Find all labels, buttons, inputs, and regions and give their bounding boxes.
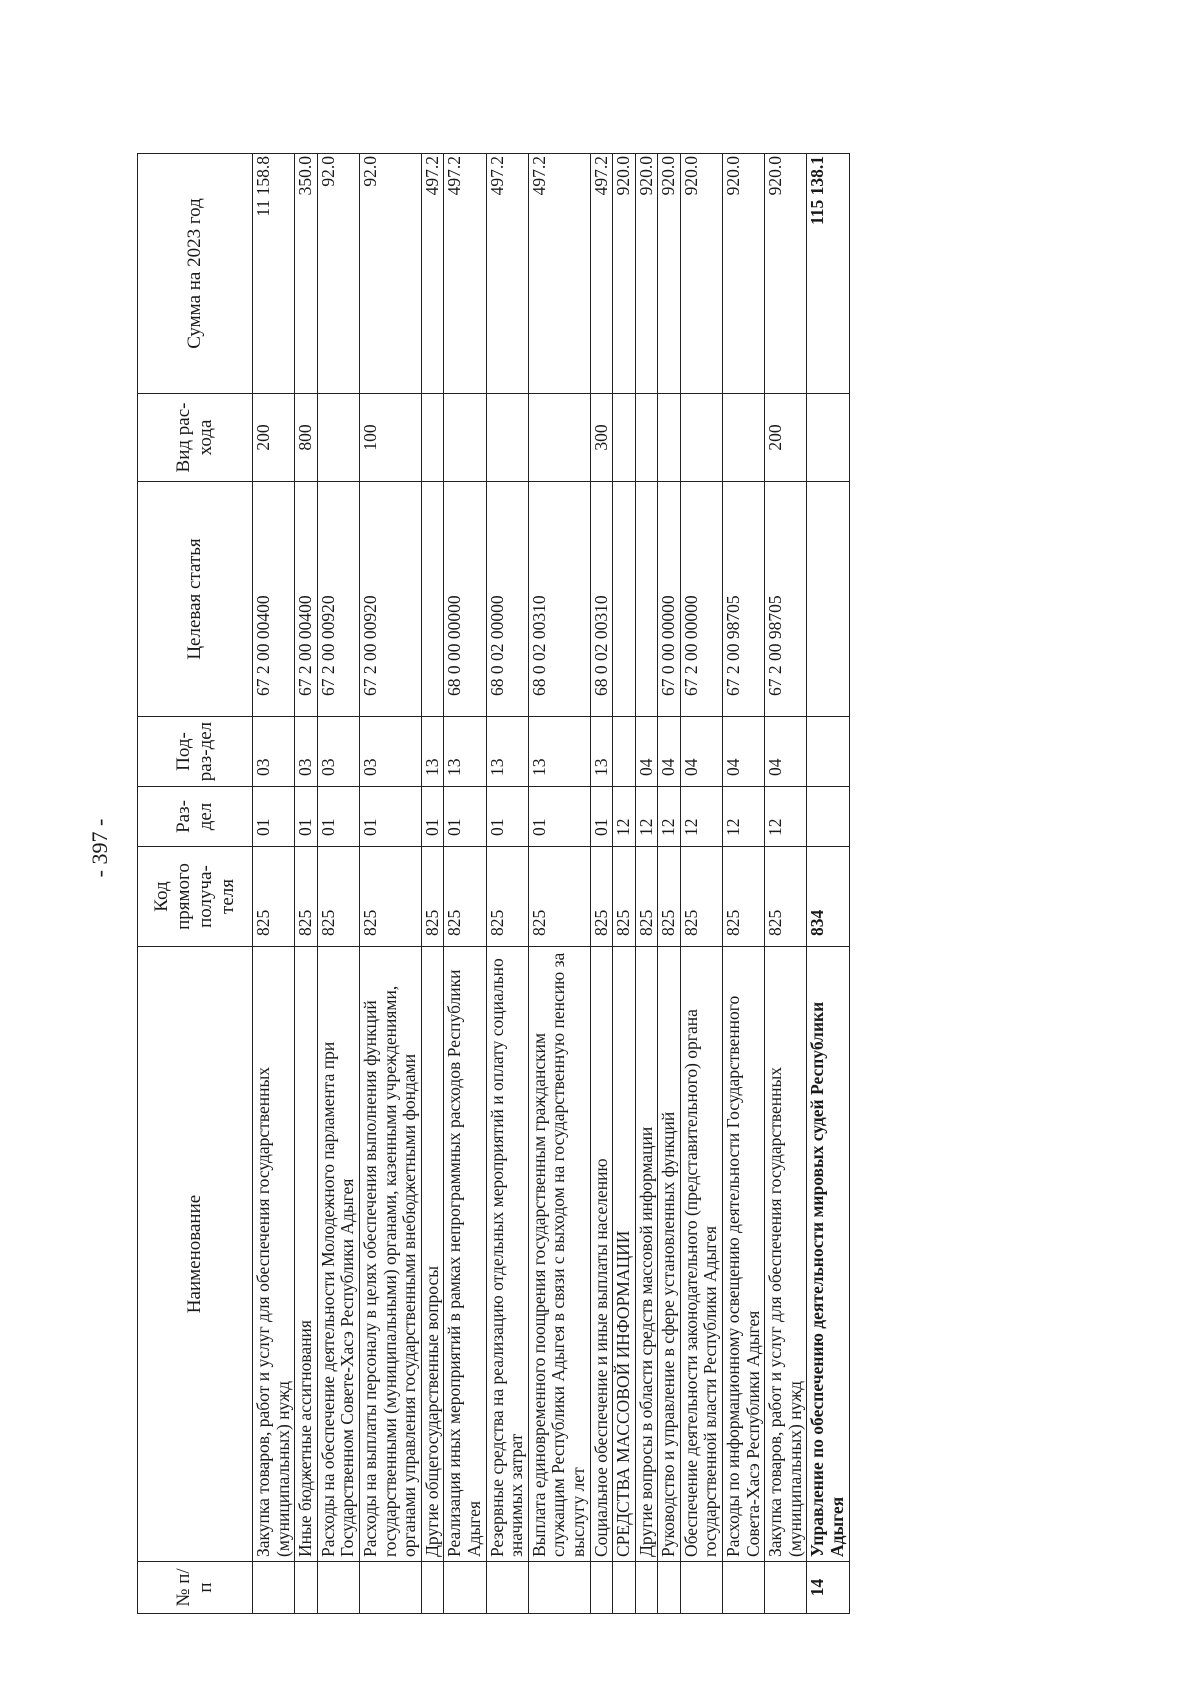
cell-subsection: 03 xyxy=(359,717,421,787)
cell-subsection xyxy=(807,717,849,787)
table-row xyxy=(590,154,613,1614)
cell-name: Другие вопросы в области средств массовой информации xyxy=(635,947,658,1562)
cell-amount: 920.0 xyxy=(765,154,807,394)
cell-name: Реализация иных мероприятий в рамках непрограммных расходов Республики Адыгея xyxy=(444,947,486,1562)
cell-expense-type xyxy=(613,394,636,482)
cell-section: 01 xyxy=(317,787,359,847)
cell-section: 12 xyxy=(765,787,807,847)
cell-subsection: 13 xyxy=(486,717,528,787)
cell-code: 825 xyxy=(317,847,359,947)
cell-amount: 115 138.1 xyxy=(807,154,849,394)
table-row xyxy=(658,154,681,1614)
cell-num xyxy=(658,1562,681,1614)
cell-num xyxy=(421,1562,444,1614)
cell-name: Закупка товаров, работ и услуг для обеспечения государственных (муниципальных) нужд xyxy=(253,947,295,1562)
cell-subsection: 04 xyxy=(658,717,681,787)
cell-section: 01 xyxy=(444,787,486,847)
header-name: Наименование xyxy=(138,947,253,1562)
cell-name: Расходы на выплаты персоналу в целях обеспечения выполнения функций государственными (муниципальными) органами, казенными учреждениями, органами управления государственными внебюджетными фондами xyxy=(359,947,421,1562)
cell-name: Расходы по информационному освещению деятельности Государственного Совета-Хасэ Республики Адыгея xyxy=(723,947,765,1562)
table-row xyxy=(807,154,849,1614)
cell-expense-type xyxy=(635,394,658,482)
cell-subsection: 13 xyxy=(421,717,444,787)
cell-section xyxy=(807,787,849,847)
cell-name: Иные бюджетные ассигнования xyxy=(295,947,318,1562)
cell-code: 825 xyxy=(680,847,722,947)
cell-target: 68 0 02 00000 xyxy=(486,482,528,717)
cell-target: 67 2 00 98705 xyxy=(765,482,807,717)
cell-name: Другие общегосударственные вопросы xyxy=(421,947,444,1562)
table-row xyxy=(295,154,318,1614)
header-section: Раз-дел xyxy=(138,787,253,847)
cell-num: 14 xyxy=(807,1562,849,1614)
cell-amount: 920.0 xyxy=(613,154,636,394)
cell-target: 67 0 00 00000 xyxy=(658,482,681,717)
table-row xyxy=(317,154,359,1614)
table-row xyxy=(486,154,528,1614)
cell-target: 67 2 00 00920 xyxy=(359,482,421,717)
cell-subsection: 13 xyxy=(444,717,486,787)
cell-subsection: 13 xyxy=(590,717,613,787)
cell-code: 825 xyxy=(486,847,528,947)
cell-section: 01 xyxy=(295,787,318,847)
cell-expense-type xyxy=(486,394,528,482)
table-header-row xyxy=(138,154,253,1614)
cell-code: 825 xyxy=(253,847,295,947)
cell-subsection xyxy=(613,717,636,787)
cell-code: 825 xyxy=(723,847,765,947)
cell-amount: 92.0 xyxy=(359,154,421,394)
cell-code: 825 xyxy=(613,847,636,947)
table-row xyxy=(421,154,444,1614)
cell-amount: 497.2 xyxy=(528,154,590,394)
cell-target: 68 0 00 00000 xyxy=(444,482,486,717)
cell-expense-type xyxy=(680,394,722,482)
cell-subsection: 04 xyxy=(765,717,807,787)
cell-code: 825 xyxy=(590,847,613,947)
cell-subsection: 13 xyxy=(528,717,590,787)
cell-code: 825 xyxy=(528,847,590,947)
header-expense-type: Вид рас-хода xyxy=(138,394,253,482)
cell-target xyxy=(635,482,658,717)
table-row xyxy=(528,154,590,1614)
cell-expense-type: 200 xyxy=(765,394,807,482)
table-row xyxy=(765,154,807,1614)
cell-num xyxy=(590,1562,613,1614)
cell-expense-type xyxy=(723,394,765,482)
cell-name: Обеспечение деятельности законодательного (представительного) органа государственной власти Республики Адыгея xyxy=(680,947,722,1562)
header-amount: Сумма на 2023 год xyxy=(138,154,253,394)
cell-expense-type: 800 xyxy=(295,394,318,482)
cell-code: 825 xyxy=(359,847,421,947)
cell-target xyxy=(807,482,849,717)
header-code: Код прямого получа-теля xyxy=(138,847,253,947)
cell-num xyxy=(528,1562,590,1614)
cell-section: 12 xyxy=(658,787,681,847)
header-target: Целевая статья xyxy=(138,482,253,717)
cell-name: Расходы на обеспечение деятельности Молодежного парламента при Государственном Совете-Хасэ Республики Адыгея xyxy=(317,947,359,1562)
cell-num xyxy=(359,1562,421,1614)
cell-subsection: 04 xyxy=(635,717,658,787)
cell-name: Руководство и управление в сфере установленных функций xyxy=(658,947,681,1562)
table-row xyxy=(723,154,765,1614)
cell-code: 825 xyxy=(421,847,444,947)
table-body xyxy=(253,154,850,1614)
cell-num xyxy=(723,1562,765,1614)
cell-name: Выплата единовременного поощрения государственным гражданским служащим Республики Адыгея в связи с выходом на государственную пенсию за выслугу лет xyxy=(528,947,590,1562)
cell-num xyxy=(613,1562,636,1614)
cell-amount: 497.2 xyxy=(421,154,444,394)
cell-target: 67 2 00 00000 xyxy=(680,482,722,717)
cell-expense-type xyxy=(317,394,359,482)
cell-amount: 350.0 xyxy=(295,154,318,394)
cell-subsection: 04 xyxy=(723,717,765,787)
table-row xyxy=(444,154,486,1614)
table-row xyxy=(680,154,722,1614)
cell-subsection: 04 xyxy=(680,717,722,787)
cell-target: 68 0 02 00310 xyxy=(528,482,590,717)
cell-amount: 497.2 xyxy=(590,154,613,394)
cell-section: 01 xyxy=(590,787,613,847)
cell-expense-type xyxy=(807,394,849,482)
page-number: - 397 - xyxy=(87,818,112,878)
cell-section: 01 xyxy=(486,787,528,847)
cell-num xyxy=(253,1562,295,1614)
cell-target xyxy=(613,482,636,717)
cell-name: Резервные средства на реализацию отдельных мероприятий и оплату социально значимых затрат xyxy=(486,947,528,1562)
cell-num xyxy=(680,1562,722,1614)
cell-target: 67 2 00 00400 xyxy=(253,482,295,717)
cell-expense-type: 100 xyxy=(359,394,421,482)
cell-section: 12 xyxy=(635,787,658,847)
cell-expense-type: 300 xyxy=(590,394,613,482)
table-row xyxy=(359,154,421,1614)
cell-target: 68 0 02 00310 xyxy=(590,482,613,717)
cell-subsection: 03 xyxy=(253,717,295,787)
table-row xyxy=(253,154,295,1614)
header-subsection: Под-раз-дел xyxy=(138,717,253,787)
cell-num xyxy=(317,1562,359,1614)
cell-name: СРЕДСТВА МАССОВОЙ ИНФОРМАЦИИ xyxy=(613,947,636,1562)
cell-target: 67 2 00 00400 xyxy=(295,482,318,717)
cell-section: 12 xyxy=(613,787,636,847)
cell-target xyxy=(421,482,444,717)
cell-amount: 920.0 xyxy=(635,154,658,394)
cell-section: 01 xyxy=(253,787,295,847)
cell-amount: 497.2 xyxy=(486,154,528,394)
cell-expense-type: 200 xyxy=(253,394,295,482)
cell-section: 01 xyxy=(528,787,590,847)
cell-subsection: 03 xyxy=(295,717,318,787)
cell-expense-type xyxy=(658,394,681,482)
budget-table xyxy=(137,153,850,1614)
cell-num xyxy=(635,1562,658,1614)
cell-section: 12 xyxy=(680,787,722,847)
header-num: № п/п xyxy=(138,1562,253,1614)
cell-amount: 920.0 xyxy=(723,154,765,394)
cell-name: Управление по обеспечению деятельности мировых судей Республики Адыгея xyxy=(807,947,849,1562)
cell-expense-type xyxy=(528,394,590,482)
cell-amount: 11 158.8 xyxy=(253,154,295,394)
cell-num xyxy=(486,1562,528,1614)
cell-code: 825 xyxy=(444,847,486,947)
cell-code: 825 xyxy=(635,847,658,947)
cell-code: 834 xyxy=(807,847,849,947)
cell-code: 825 xyxy=(658,847,681,947)
table-row xyxy=(635,154,658,1614)
cell-amount: 92.0 xyxy=(317,154,359,394)
cell-name: Социальное обеспечение и иные выплаты населению xyxy=(590,947,613,1562)
cell-code: 825 xyxy=(295,847,318,947)
cell-amount: 497.2 xyxy=(444,154,486,394)
cell-amount: 920.0 xyxy=(658,154,681,394)
cell-section: 01 xyxy=(359,787,421,847)
cell-code: 825 xyxy=(765,847,807,947)
cell-num xyxy=(765,1562,807,1614)
table-row xyxy=(613,154,636,1614)
cell-target: 67 2 00 00920 xyxy=(317,482,359,717)
cell-name: Закупка товаров, работ и услуг для обеспечения государственных (муниципальных) нужд xyxy=(765,947,807,1562)
cell-expense-type xyxy=(444,394,486,482)
cell-num xyxy=(295,1562,318,1614)
cell-target: 67 2 00 98705 xyxy=(723,482,765,717)
cell-section: 01 xyxy=(421,787,444,847)
cell-num xyxy=(444,1562,486,1614)
cell-subsection: 03 xyxy=(317,717,359,787)
cell-section: 12 xyxy=(723,787,765,847)
cell-amount: 920.0 xyxy=(680,154,722,394)
cell-expense-type xyxy=(421,394,444,482)
